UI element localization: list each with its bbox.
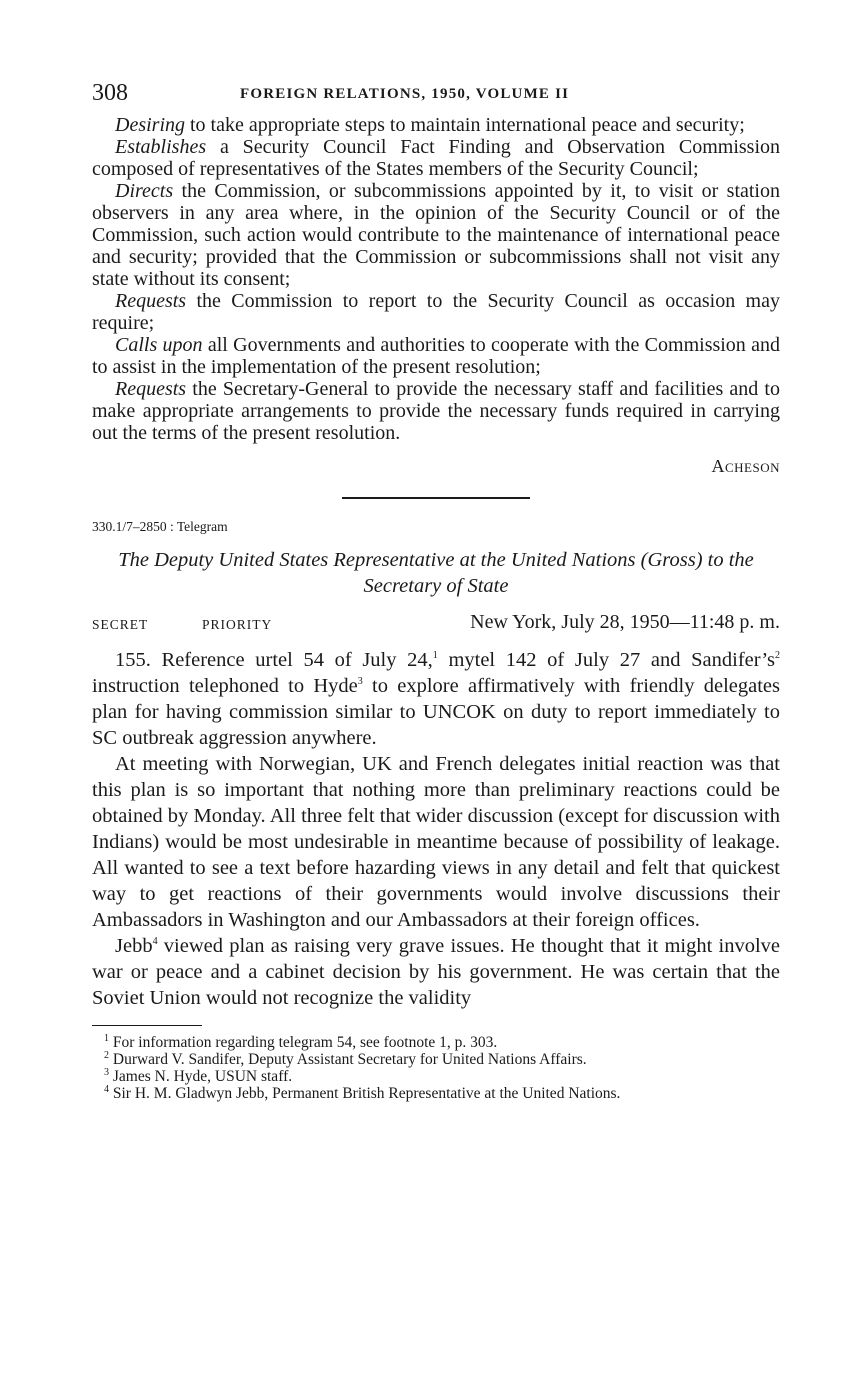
- clause-text: the Commission to report to the Security Council as occasion may require;: [92, 290, 780, 334]
- footnote-mark: 2: [104, 1049, 109, 1061]
- clause-text: the Secretary-General to provide the necessary staff and facilities and to make appropriate arrangements to provide the necessary funds required in carrying out the terms of the present resolution.: [92, 378, 780, 444]
- footnote-mark: 1: [104, 1032, 109, 1044]
- clause-text: the Commission, or subcommissions appointed by it, to visit or station observers in any area where, in the opinion of the Security Council or of the Commission, such action would contribute to the maintenance of international peace and security; provided that the Commission or subcommissions shall not visit any state without its consent;: [92, 180, 780, 290]
- clause-verb: Requests: [115, 378, 187, 400]
- running-title: FOREIGN RELATIONS, 1950, VOLUME II: [240, 86, 570, 102]
- resolution-text: [92, 114, 780, 444]
- resolution-clause: [92, 334, 780, 378]
- footnote-text: Sir H. M. Gladwyn Jebb, Permanent British Representative at the United Nations.: [109, 1085, 621, 1102]
- footnote-mark: 4: [104, 1083, 109, 1095]
- telegram-header: [92, 611, 780, 637]
- footnote-text: Durward V. Sandifer, Deputy Assistant Secretary for United Nations Affairs.: [109, 1051, 587, 1068]
- body-paragraph: At meeting with Norwegian, UK and French delegates initial reaction was that this plan is so important that nothing more than preliminary reactions could be obtained by Monday. All three felt that wider discussion (except for discussion with Indians) would be most undesirable in meantime because of possibility of leakage. All wanted to see a text before hazarding views in any detail and felt that quickest way to get reactions of their governments would involve discussions their Ambassadors in Washington and our Ambassadors at their foreign offices.: [92, 753, 780, 931]
- clause-text: to take appropriate steps to maintain international peace and security;: [185, 114, 745, 136]
- clause-verb: Calls upon: [115, 334, 203, 356]
- text-run: Jebb: [115, 935, 153, 957]
- footnote-text: For information regarding telegram 54, see footnote 1, p. 303.: [109, 1034, 498, 1051]
- text-run: viewed plan as raising very grave issues. He thought that it might involve war or peace and a cabinet decision by his government. He was certain that the Soviet Union would not recognize the validity: [92, 935, 780, 1009]
- clause-text: all Governments and authorities to cooperate with the Commission and to assist in the implementation of the present resolution;: [92, 334, 780, 378]
- footnote: [92, 1034, 780, 1051]
- signature: Acheson: [711, 456, 780, 476]
- body-paragraph: [92, 933, 780, 1011]
- footnote-divider: [92, 1025, 202, 1026]
- resolution-clause: [92, 180, 780, 290]
- footnote-mark: 3: [104, 1066, 109, 1078]
- footnote-ref: 1: [432, 650, 438, 662]
- clause-verb: Establishes: [115, 136, 207, 158]
- footnote-text: James N. Hyde, USUN staff.: [109, 1068, 293, 1085]
- book-page: [92, 80, 780, 1102]
- clause-verb: Directs: [115, 180, 174, 202]
- footnote: [92, 1068, 780, 1085]
- footnote: [92, 1085, 780, 1102]
- clause-verb: Desiring: [115, 114, 185, 136]
- footnote-ref: 2: [775, 650, 781, 662]
- classification-priority: PRIORITY: [202, 617, 273, 632]
- document-title: The Deputy United States Representative at the United Nations (Gross) to the Secretary of State: [118, 549, 754, 597]
- file-reference: 330.1/7–2850 : Telegram: [92, 519, 228, 534]
- resolution-clause: [92, 378, 780, 444]
- text-run: mytel 142 of July 27 and Sandifer’s: [437, 649, 776, 671]
- page-number: 308: [92, 80, 128, 106]
- footnote-ref: 3: [357, 676, 363, 688]
- resolution-clause: [92, 136, 780, 180]
- telegram-body: [92, 647, 780, 1011]
- footnote: [92, 1051, 780, 1068]
- text-run: instruction telephoned to Hyde: [92, 675, 358, 697]
- resolution-clause: [92, 114, 780, 136]
- clause-verb: Requests: [115, 290, 187, 312]
- footnotes: [92, 1034, 780, 1102]
- text-run: 155. Reference urtel 54 of July 24,: [115, 649, 433, 671]
- page-header: [92, 80, 780, 114]
- text-run: to explore affirmatively with friendly delegates plan for having commission similar to UNCOK on duty to report immediately to SC outbreak aggression anywhere.: [92, 675, 780, 749]
- resolution-clause: [92, 290, 780, 334]
- dateline: New York, July 28, 1950—11:48 p. m.: [470, 611, 780, 633]
- body-paragraph: [92, 647, 780, 751]
- footnote-ref: 4: [152, 936, 158, 948]
- clause-text: a Security Council Fact Finding and Observation Commission composed of representatives of the States members of the Security Council;: [92, 136, 780, 180]
- section-divider: [342, 497, 530, 499]
- classification-secret: SECRET: [92, 617, 149, 632]
